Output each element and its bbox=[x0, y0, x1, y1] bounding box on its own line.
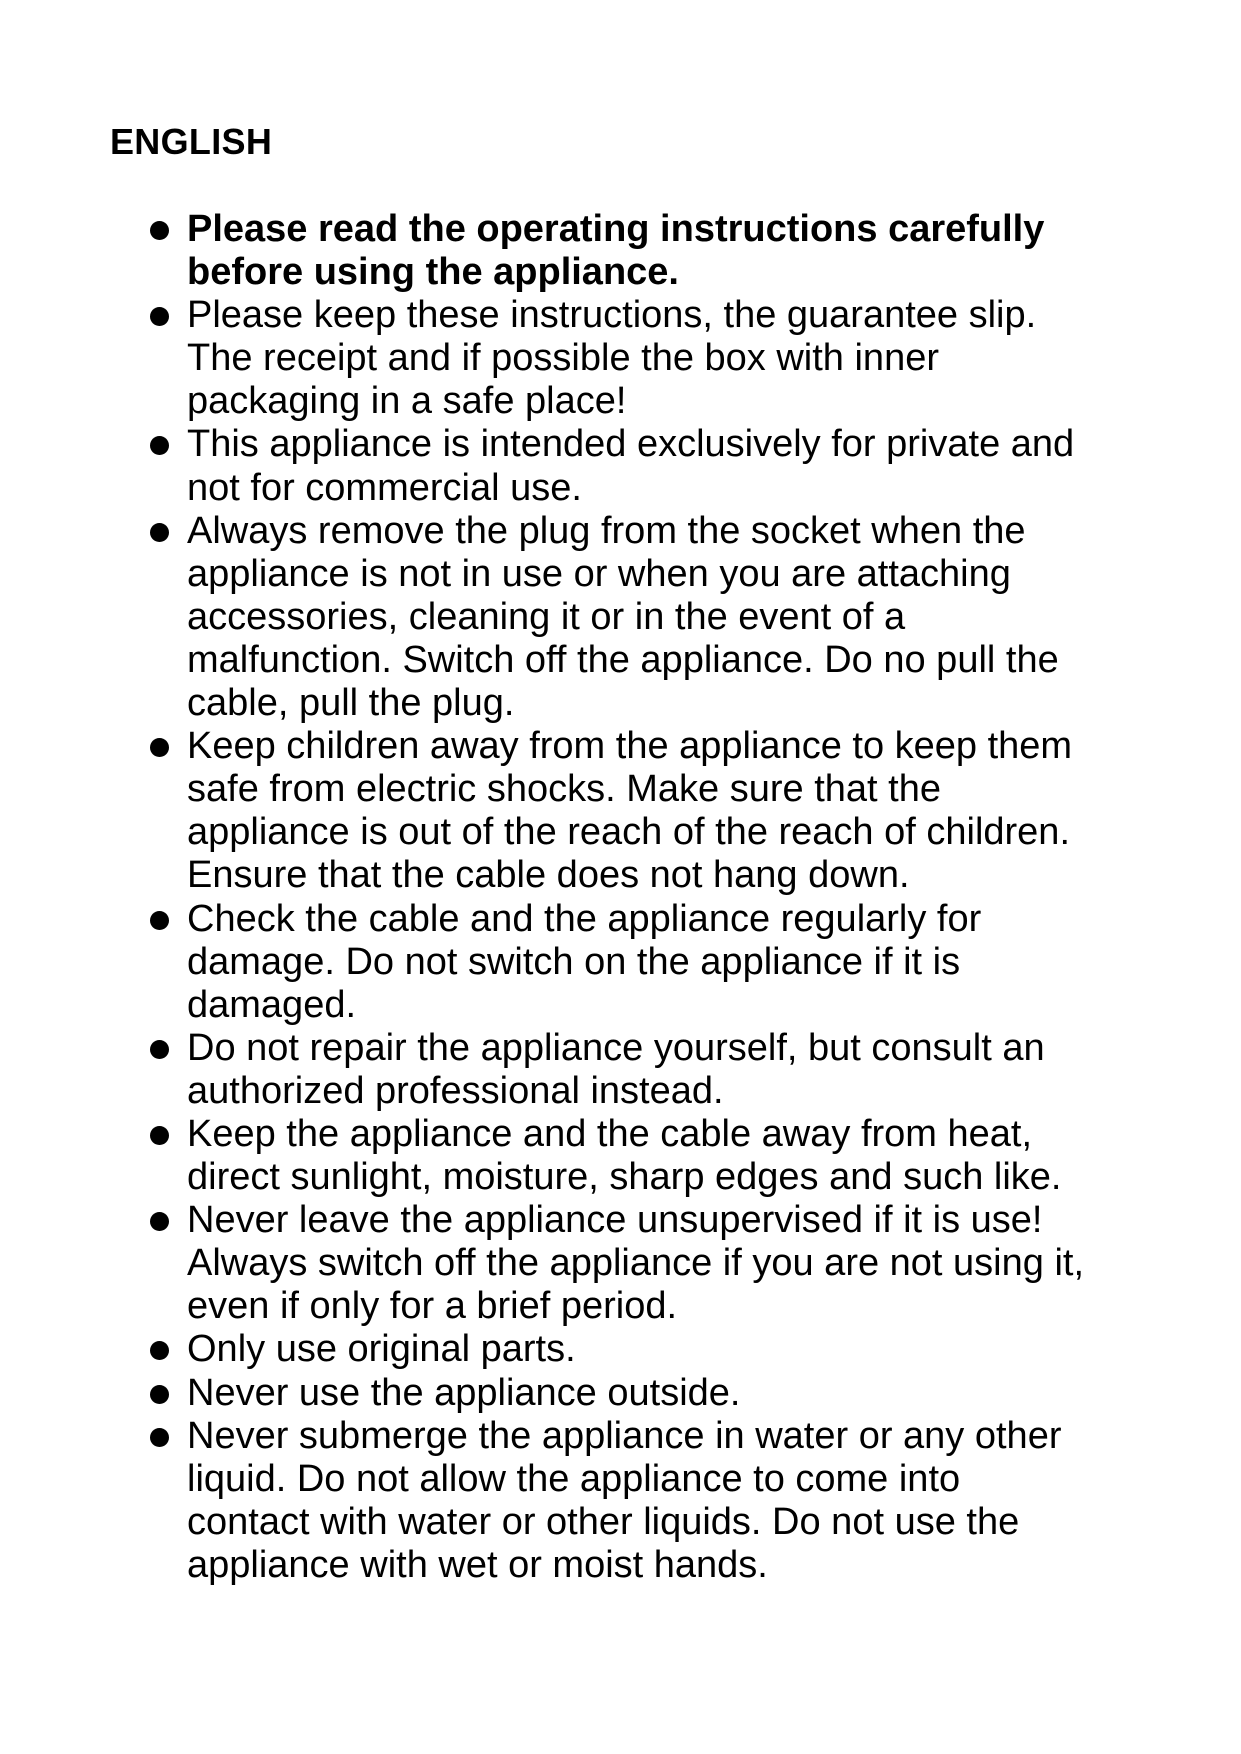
list-item bbox=[150, 510, 1150, 725]
text-line: damage. Do not switch on the appliance if it is bbox=[187, 940, 961, 983]
text-line: The receipt and if possible the box with inner bbox=[187, 337, 939, 380]
text-line: contact with water or other liquids. Do not use the bbox=[187, 1500, 1020, 1543]
text-line: Always remove the plug from the socket when the bbox=[187, 509, 1026, 552]
list-item bbox=[150, 1027, 1150, 1113]
item-text bbox=[187, 208, 1150, 294]
item-text bbox=[187, 1199, 1150, 1328]
item-text bbox=[187, 1027, 1150, 1113]
text-line: even if only for a brief period. bbox=[187, 1285, 678, 1328]
text-line: Never use the appliance outside. bbox=[187, 1371, 741, 1414]
item-text bbox=[187, 1415, 1150, 1587]
bullet-icon bbox=[150, 307, 169, 326]
item-text bbox=[187, 725, 1150, 897]
item-text bbox=[187, 1113, 1150, 1199]
bullet-icon bbox=[150, 1341, 169, 1360]
text-line: Please read the operating instructions carefully bbox=[187, 208, 1045, 250]
text-line: damaged. bbox=[187, 983, 357, 1026]
text-line: packaging in a safe place! bbox=[187, 380, 627, 423]
bullet-icon bbox=[150, 436, 169, 455]
list-item bbox=[150, 423, 1150, 509]
bullet-icon bbox=[150, 911, 169, 930]
text-line: Check the cable and the appliance regularly for bbox=[187, 897, 982, 940]
text-line: Please keep these instructions, the guarantee slip. bbox=[187, 294, 1037, 337]
list-item bbox=[150, 1415, 1150, 1587]
bullet-icon bbox=[150, 523, 169, 542]
list-item bbox=[150, 1372, 1150, 1415]
text-line: not for commercial use. bbox=[187, 466, 582, 509]
list-item bbox=[150, 208, 1150, 294]
list-item bbox=[150, 294, 1150, 423]
text-line: Keep children away from the appliance to keep them bbox=[187, 725, 1073, 768]
bullet-icon bbox=[150, 1040, 169, 1059]
text-line: This appliance is intended exclusively for private and bbox=[187, 423, 1075, 466]
safety-instructions-list bbox=[150, 208, 1150, 1587]
text-line: appliance is not in use or when you are attaching bbox=[187, 552, 1011, 595]
item-text bbox=[187, 1328, 1150, 1371]
item-text bbox=[187, 898, 1150, 1027]
text-line: Keep the appliance and the cable away from heat, bbox=[187, 1112, 1033, 1155]
bullet-icon bbox=[150, 1428, 169, 1447]
text-line: Do not repair the appliance yourself, but consult an bbox=[187, 1026, 1045, 1069]
list-item bbox=[150, 898, 1150, 1027]
text-line: liquid. Do not allow the appliance to come into bbox=[187, 1457, 961, 1500]
text-line: safe from electric shocks. Make sure that the bbox=[187, 768, 941, 811]
text-line: direct sunlight, moisture, sharp edges and such like. bbox=[187, 1156, 1062, 1199]
text-line: cable, pull the plug. bbox=[187, 682, 515, 725]
text-line: accessories, cleaning it or in the event of a bbox=[187, 595, 906, 638]
text-line: Never submerge the appliance in water or any other bbox=[187, 1414, 1062, 1457]
text-line: Ensure that the cable does not hang down. bbox=[187, 854, 910, 897]
text-line: authorized professional instead. bbox=[187, 1069, 724, 1112]
item-text bbox=[187, 423, 1150, 509]
item-text bbox=[187, 1372, 1150, 1415]
list-item bbox=[150, 1113, 1150, 1199]
text-line: Always switch off the appliance if you are not using it, bbox=[187, 1242, 1085, 1285]
text-line: malfunction. Switch off the appliance. Do no pull the bbox=[187, 638, 1059, 681]
text-line: appliance with wet or moist hands. bbox=[187, 1543, 768, 1586]
text-line: Never leave the appliance unsupervised if it is use! bbox=[187, 1199, 1043, 1242]
bullet-icon bbox=[150, 221, 169, 240]
text-line: before using the appliance. bbox=[187, 251, 679, 294]
bullet-icon bbox=[150, 1212, 169, 1231]
list-item bbox=[150, 1328, 1150, 1371]
item-text bbox=[187, 510, 1150, 725]
item-text bbox=[187, 294, 1150, 423]
bullet-icon bbox=[150, 738, 169, 757]
list-item bbox=[150, 725, 1150, 897]
text-line: Only use original parts. bbox=[187, 1328, 576, 1371]
text-line: appliance is out of the reach of the reach of children. bbox=[187, 811, 1070, 854]
section-heading: ENGLISH bbox=[110, 121, 273, 162]
list-item bbox=[150, 1199, 1150, 1328]
bullet-icon bbox=[150, 1385, 169, 1404]
bullet-icon bbox=[150, 1126, 169, 1145]
